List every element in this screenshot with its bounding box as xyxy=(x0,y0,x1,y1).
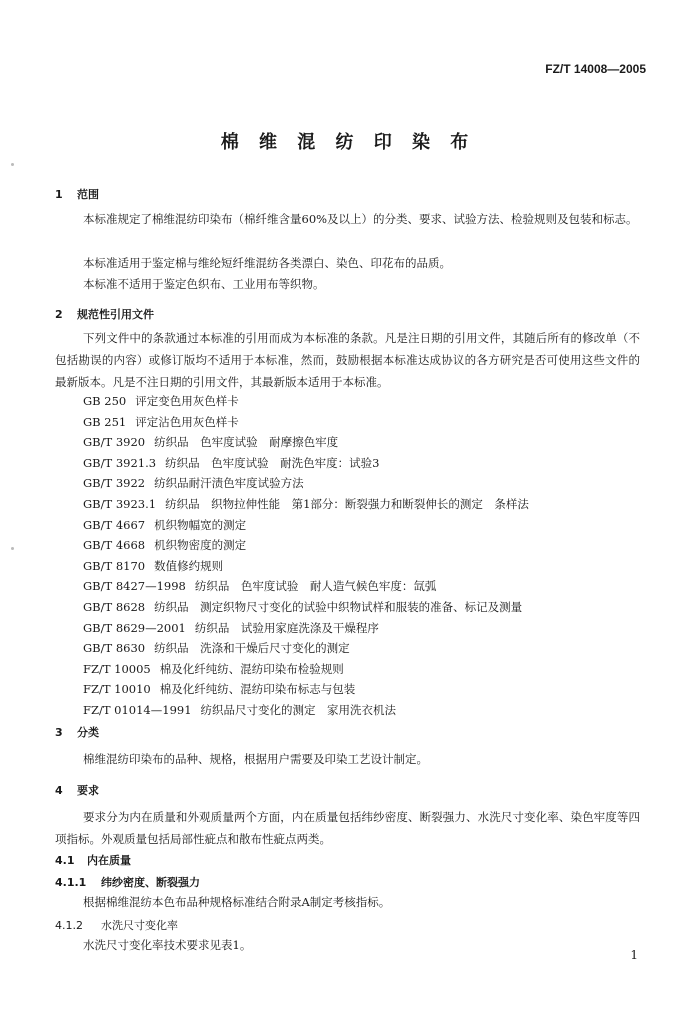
reference-item xyxy=(83,453,529,474)
standard-code: FZ/T 14008—2005 xyxy=(545,62,646,76)
reference-item xyxy=(83,700,529,721)
reference-item xyxy=(83,515,529,536)
section-title: 规范性引用文件 xyxy=(77,308,154,321)
page-number: 1 xyxy=(630,948,638,962)
reference-code: GB/T 3923.1 xyxy=(83,496,157,511)
section-title: 分类 xyxy=(77,726,99,739)
section-number: 1 xyxy=(55,188,63,201)
reference-name: 纺织品 试验用家庭洗涤及干燥程序 xyxy=(194,620,379,635)
subsection-title: 水洗尺寸变化率 xyxy=(101,919,178,932)
reference-item xyxy=(83,618,529,639)
reference-name: 纺织品 织物拉伸性能 第1部分：断裂强力和断裂伸长的测定 条样法 xyxy=(165,496,529,511)
section-heading-normative-references xyxy=(55,306,154,322)
reference-name: 纺织品 色牢度试验 耐人造气候色牢度：氙弧 xyxy=(194,579,437,594)
reference-name: 纺织品 洗涤和干燥后尺寸变化的测定 xyxy=(154,641,350,656)
reference-item xyxy=(83,473,529,494)
reference-code: GB/T 8170 xyxy=(83,558,146,573)
reference-name: 数值修约规则 xyxy=(154,558,224,573)
paragraph: 棉维混纺印染布的品种、规格，根据用户需要及印染工艺设计制定。 xyxy=(83,752,428,766)
subsection-title: 内在质量 xyxy=(87,854,131,867)
reference-name: 棉及化纤纯纺、混纺印染布标志与包装 xyxy=(159,682,356,697)
paragraph: 本标准规定了棉维混纺印染布（棉纤维含量60%及以上）的分类、要求、试验方法、检验规则及包装和标志。 xyxy=(83,212,638,226)
reference-code: GB/T 8427—1998 xyxy=(83,579,186,594)
reference-code: GB/T 4668 xyxy=(83,538,146,553)
reference-code: GB 251 xyxy=(83,414,127,429)
paragraph: 要求分为内在质量和外观质量两个方面，内在质量包括纬纱密度、断裂强力、水洗尺寸变化率、染色牢度等四项指标。外观质量包括局部性疵点和散布性疵点两类。 xyxy=(55,810,640,846)
reference-name: 机织物密度的测定 xyxy=(154,538,247,553)
subsection-heading xyxy=(55,874,200,890)
section-title: 要求 xyxy=(77,784,99,797)
reference-code: FZ/T 01014—1991 xyxy=(83,702,192,717)
reference-code: GB/T 3922 xyxy=(83,476,146,491)
paragraph: 水洗尺寸变化率技术要求见表1。 xyxy=(83,938,252,952)
reference-code: FZ/T 10010 xyxy=(83,682,151,697)
reference-name: 纺织品 色牢度试验 耐摩擦色牢度 xyxy=(154,435,339,450)
reference-code: GB/T 8630 xyxy=(83,641,146,656)
reference-code: GB/T 8629—2001 xyxy=(83,620,186,635)
reference-item xyxy=(83,391,529,412)
reference-item xyxy=(83,412,529,433)
section-heading-classification xyxy=(55,724,99,740)
subsection-title: 纬纱密度、断裂强力 xyxy=(101,876,200,889)
reference-item xyxy=(83,679,529,700)
reference-name: 纺织品 色牢度试验 耐洗色牢度：试验3 xyxy=(165,455,380,470)
reference-item xyxy=(83,576,529,597)
section-heading-scope xyxy=(55,186,99,202)
reference-item xyxy=(83,638,529,659)
reference-code: GB 250 xyxy=(83,394,127,408)
reference-name: 机织物幅宽的测定 xyxy=(154,517,247,532)
reference-item xyxy=(83,432,529,453)
paragraph: 本标准不适用于鉴定色织布、工业用布等织物。 xyxy=(83,277,325,291)
reference-item xyxy=(83,535,529,556)
section-heading-requirements xyxy=(55,782,99,798)
subsection-heading xyxy=(55,852,131,868)
section-number: 3 xyxy=(55,726,63,739)
reference-name: 纺织品耐汗渍色牢度试验方法 xyxy=(154,476,304,491)
subsection-heading xyxy=(55,917,178,933)
paragraph: 本标准适用于鉴定棉与维纶短纤维混纺各类漂白、染色、印花布的品质。 xyxy=(83,256,451,270)
scan-mark xyxy=(11,163,14,166)
reference-item xyxy=(83,597,529,618)
reference-code: GB/T 3921.3 xyxy=(83,455,157,470)
section-number: 4 xyxy=(55,784,63,797)
reference-code: GB/T 4667 xyxy=(83,517,146,532)
reference-code: GB/T 3920 xyxy=(83,435,146,450)
scan-mark xyxy=(11,547,14,550)
section-title: 范围 xyxy=(77,188,99,201)
section-number: 2 xyxy=(55,308,63,321)
reference-code: GB/T 8628 xyxy=(83,599,146,614)
reference-name: 纺织品 测定织物尺寸变化的试验中织物试样和服装的准备、标记及测量 xyxy=(154,599,523,614)
reference-code: FZ/T 10005 xyxy=(83,661,151,676)
reference-name: 纺织品尺寸变化的测定 家用洗衣机法 xyxy=(200,702,397,717)
paragraph: 根据棉维混纺本色布品种规格标准结合附录A制定考核指标。 xyxy=(83,895,391,909)
subsection-number: 4.1.1 xyxy=(55,876,87,889)
reference-list xyxy=(83,391,529,721)
reference-name: 评定沾色用灰色样卡 xyxy=(135,414,239,429)
reference-name: 棉及化纤纯纺、混纺印染布检验规则 xyxy=(159,661,344,676)
subsection-number: 4.1 xyxy=(55,854,75,867)
paragraph: 下列文件中的条款通过本标准的引用而成为本标准的条款。凡是注日期的引用文件，其随后所有的修改单（不包括勘误的内容）或修订版均不适用于本标准，然而，鼓励根据本标准达成协议的各方研究是否可使用这些文件的最新版本。凡是不注日期的引用文件，其最新版本适用于本标准。 xyxy=(55,331,640,389)
reference-item xyxy=(83,494,529,515)
reference-item xyxy=(83,556,529,577)
document-title: 棉 维 混 纺 印 染 布 xyxy=(220,132,476,153)
reference-item xyxy=(83,659,529,680)
subsection-number: 4.1.2 xyxy=(55,919,83,932)
reference-name: 评定变色用灰色样卡 xyxy=(135,394,239,408)
